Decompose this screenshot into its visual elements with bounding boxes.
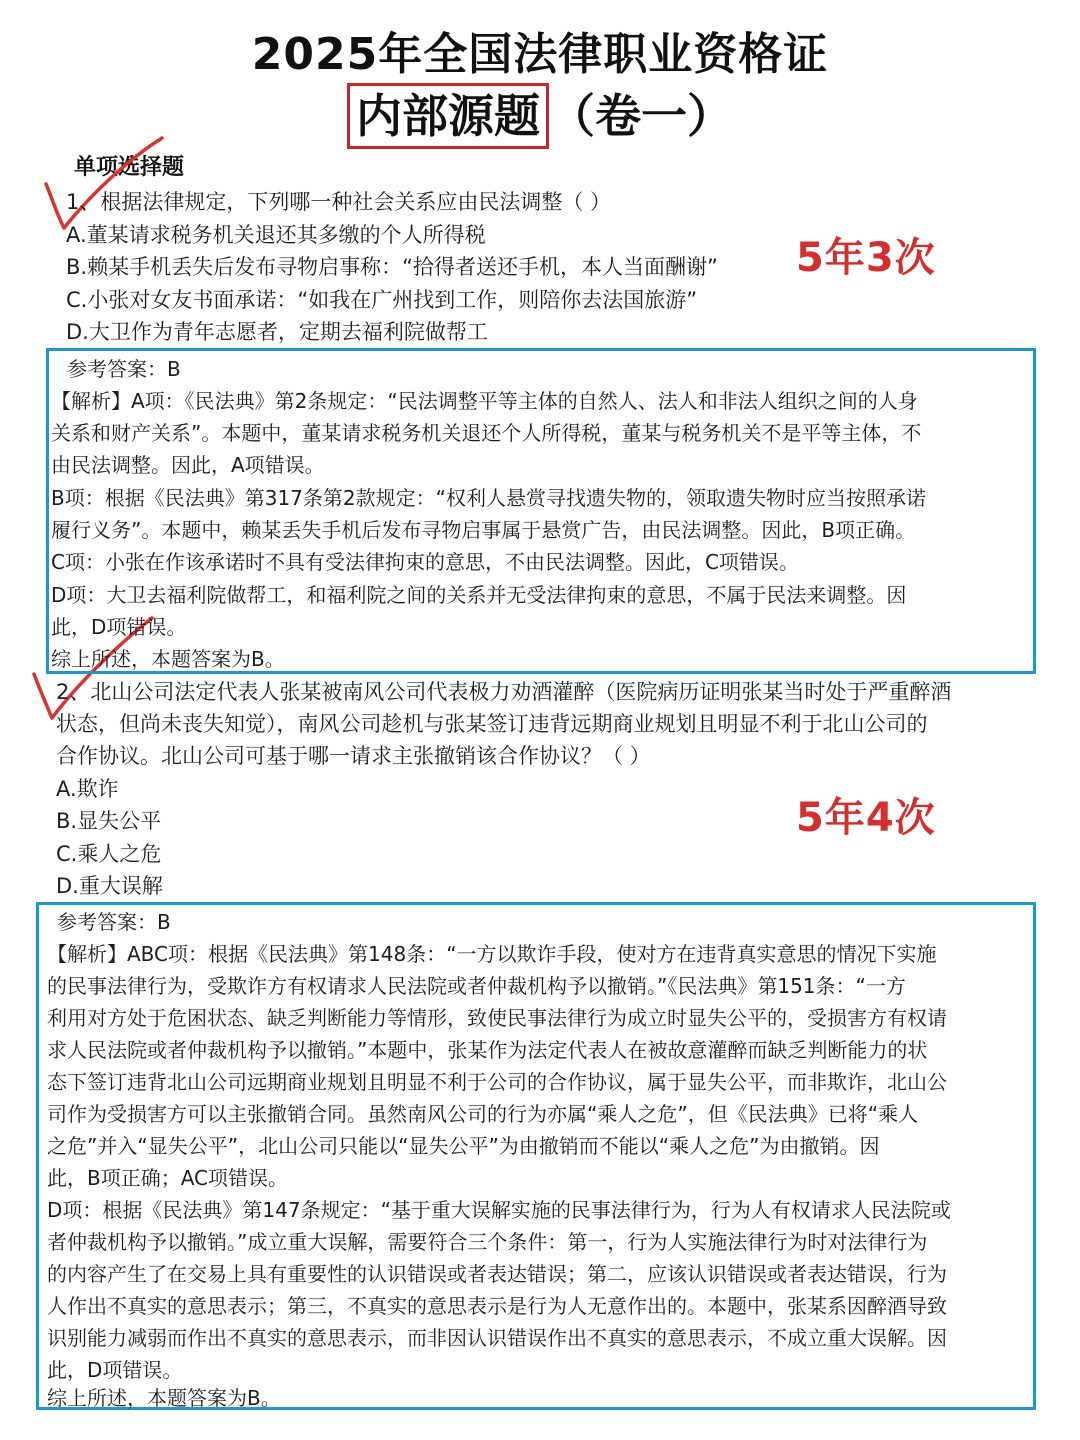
page-title: 2025年全国法律职业资格证 <box>251 29 829 80</box>
analysis-line: 人作出不真实的意思表示；第三，不真实的意思表示是行为人无意作出的。本题中，张某系因醉酒导致 <box>47 1294 947 1318</box>
analysis-line: 司作为受损害方可以主张撤销合同。虽然南风公司的行为亦属“乘人之危”，但《民法典》已将“乘人 <box>47 1102 919 1126</box>
question-2-option-b: B.显失公平 <box>56 809 162 833</box>
analysis-line: D项：根据《民法典》第147条规定：“基于重大误解实施的民事法律行为，行为人有权请求人民法院或 <box>47 1198 951 1222</box>
title-highlight-box: 内部源题 <box>347 83 549 149</box>
question-1-answer-box <box>46 348 1036 674</box>
question-1-frequency-badge: 5年3次 <box>796 235 936 281</box>
analysis-line: 态下签订违背北山公司远期商业规划且明显不利于公司的合作协议，属于显失公平，而非欺诈，北山公 <box>47 1070 947 1094</box>
analysis-line: 求人民法院或者仲裁机构予以撤销。”本题中，张某作为法定代表人在被故意灌醉而缺乏判断能力的状 <box>47 1038 928 1062</box>
analysis-line: 之危”并入“显失公平”，北山公司只能以“显失公平”为由撤销而不能以“乘人之危”为由撤销。因 <box>47 1134 880 1158</box>
section-title: 单项选择题 <box>74 155 185 180</box>
analysis-line: B项：根据《民法典》第317条第2款规定：“权利人悬赏寻找遗失物的，领取遗失物时应当按照承诺 <box>51 486 926 510</box>
analysis-line: 此，D项错误。 <box>47 1358 183 1382</box>
analysis-line: 此，B项正确；AC项错误。 <box>47 1166 289 1190</box>
question-1-stem: 1、根据法律规定，下列哪一种社会关系应由民法调整（ ） <box>66 190 612 214</box>
title-suffix: （卷一） <box>549 89 733 143</box>
question-2-answer-box <box>36 902 1036 1410</box>
analysis-line: C项：小张在作该承诺时不具有受法律拘束的意思，不由民法调整。因此，C项错误。 <box>51 550 799 574</box>
question-2-answer: 参考答案：B <box>57 910 171 934</box>
question-1-option-c: C.小张对女友书面承诺：“如我在广州找到工作，则陪你去法国旅游” <box>66 288 698 312</box>
analysis-line: 利用对方处于危困状态、缺乏判断能力等情形，致使民事法律行为成立时显失公平的，受损害方有权请 <box>47 1006 947 1030</box>
analysis-line: D项：大卫去福利院做帮工，和福利院之间的关系并无受法律拘束的意思，不属于民法来调整。因 <box>51 583 907 607</box>
question-2-frequency-badge: 5年4次 <box>796 795 936 841</box>
analysis-line: 此，D项错误。 <box>51 615 187 639</box>
question-2-option-c: C.乘人之危 <box>56 842 162 866</box>
analysis-summary: 综上所述，本题答案为B。 <box>51 647 285 671</box>
analysis-line: 的内容产生了在交易上具有重要性的认识错误或者表达错误；第二，应该认识错误或者表达错误，行为 <box>47 1262 947 1286</box>
question-2-stem: 状态，但尚未丧失知觉），南风公司趁机与张某签订违背远期商业规划且明显不利于北山公司的 <box>56 712 928 736</box>
question-1-option-a: A.董某请求税务机关退还其多缴的个人所得税 <box>66 223 486 247</box>
question-2-option-d: D.重大误解 <box>56 874 163 898</box>
analysis-line: 者仲裁机构予以撤销。”成立重大误解，需要符合三个条件：第一，行为人实施法律行为时对法律行为 <box>47 1230 928 1254</box>
analysis-line: 【解析】A项：《民法典》第2条规定：“民法调整平等主体的自然人、法人和非法人组织之间的人身 <box>51 389 918 413</box>
question-2-stem: 合作协议。北山公司可基于哪一请求主张撤销该合作协议？（ ） <box>56 744 651 768</box>
question-2-stem: 2、北山公司法定代表人张某被南风公司代表极力劝酒灌醉（医院病历证明张某当时处于严重醉酒 <box>56 680 952 704</box>
analysis-line: 关系和财产关系”。本题中，董某请求税务机关退还个人所得税，董某与税务机关不是平等主体，不 <box>51 421 922 445</box>
question-2-option-a: A.欺诈 <box>56 777 119 801</box>
analysis-line: 由民法调整。因此，A项错误。 <box>51 453 325 477</box>
analysis-summary: 综上所述，本题答案为B。 <box>47 1386 281 1410</box>
analysis-line: 识别能力减弱而作出不真实的意思表示，而非因认识错误作出不真实的意思表示，不成立重大误解。因 <box>47 1326 947 1350</box>
question-1-answer: 参考答案：B <box>67 357 181 381</box>
analysis-line: 的民事法律行为，受欺诈方有权请求人民法院或者仲裁机构予以撤销。”《民法典》第151条：“一方 <box>47 974 906 998</box>
analysis-line: 履行义务”。本题中，赖某丢失手机后发布寻物启事属于悬赏广告，由民法调整。因此，B项正确。 <box>51 518 916 542</box>
analysis-line: 【解析】ABC项：根据《民法典》第148条：“一方以欺诈手段，使对方在违背真实意思的情况下实施 <box>47 942 937 966</box>
question-1-option-b: B.赖某手机丢失后发布寻物启事称：“拾得者送还手机，本人当面酬谢” <box>66 255 718 279</box>
question-1-option-d: D.大卫作为青年志愿者，定期去福利院做帮工 <box>66 320 488 344</box>
